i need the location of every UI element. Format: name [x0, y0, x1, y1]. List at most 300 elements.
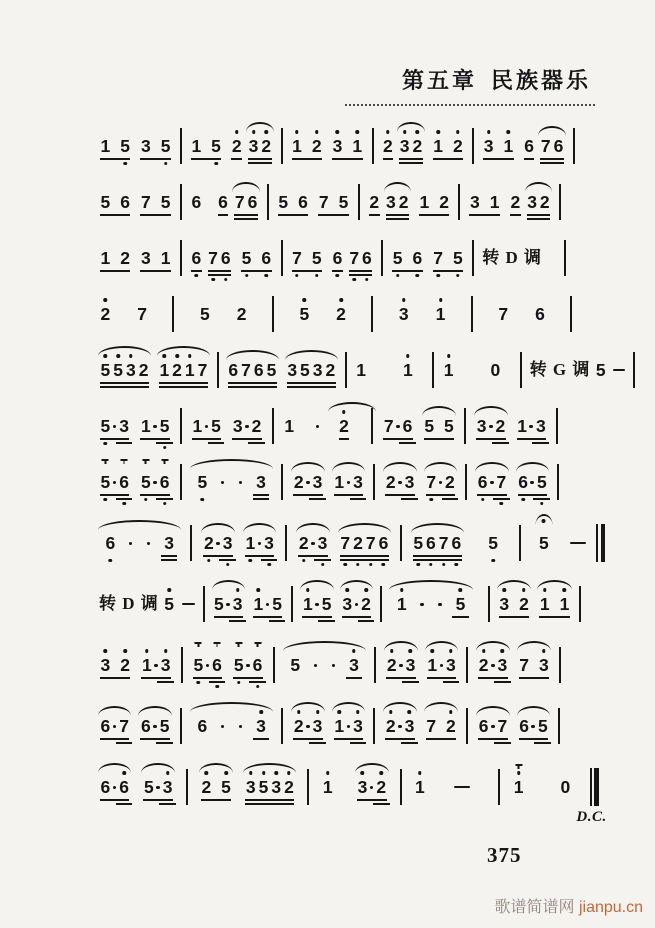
octave-dot-below	[197, 681, 201, 685]
note-cluster	[335, 304, 348, 324]
digit-glyph: 2	[120, 655, 130, 675]
barline	[579, 586, 581, 622]
final-barline	[576, 768, 607, 825]
digit-glyph: 3	[469, 192, 480, 212]
digit-glyph: 1	[192, 416, 203, 436]
digit-glyph: 1	[517, 416, 527, 436]
digit-glyph: 5	[160, 192, 171, 212]
slur-arc	[291, 462, 324, 472]
note-digit	[99, 416, 112, 436]
note-digit	[414, 777, 427, 797]
tonguing-mark	[102, 459, 109, 464]
note-digit	[139, 416, 152, 436]
note-digit	[171, 360, 184, 380]
digit-glyph: 3	[332, 136, 343, 156]
note-spacer	[253, 248, 260, 268]
digit-glyph: 5	[140, 472, 151, 492]
digit-glyph: 7	[234, 192, 245, 212]
note-digit	[99, 136, 112, 156]
digit-glyph: 2	[336, 304, 346, 324]
digit-glyph: 5	[424, 416, 435, 436]
digit-glyph: 7	[519, 655, 529, 675]
note-cluster	[518, 655, 550, 675]
note-digit	[497, 304, 510, 324]
digit-glyph: 2	[203, 533, 214, 553]
note-digit	[377, 533, 390, 553]
octave-dot-below	[109, 559, 113, 563]
digit-glyph: 2	[172, 360, 182, 380]
note-cluster	[99, 655, 131, 675]
barline	[203, 586, 205, 622]
barline	[180, 184, 182, 220]
slur-arc	[474, 406, 507, 416]
dash-note	[570, 542, 586, 545]
note-digit	[518, 655, 531, 675]
digit-glyph: 1	[435, 304, 446, 324]
digit-glyph: 3	[232, 594, 243, 614]
digit-glyph: 1	[100, 248, 111, 268]
note-digit	[283, 777, 296, 797]
note-digit	[361, 248, 374, 268]
octave-dot-above	[315, 130, 319, 134]
note-digit	[338, 416, 351, 436]
note-cluster	[594, 360, 607, 380]
digit-glyph: 5	[299, 304, 310, 324]
digit-glyph: 5	[100, 472, 111, 492]
note-cluster	[217, 192, 230, 212]
barline	[573, 128, 575, 164]
octave-dot-above	[326, 771, 330, 775]
digit-glyph: 5	[537, 716, 548, 736]
note-digit	[333, 472, 346, 492]
note-digit	[451, 136, 464, 156]
note-digit	[161, 777, 174, 797]
barline	[373, 464, 375, 500]
barline	[180, 240, 182, 276]
slur-arc	[384, 641, 417, 651]
note-digit	[384, 472, 397, 492]
note-digit	[496, 716, 509, 736]
note-digit	[163, 594, 176, 614]
digit-glyph: 3	[405, 655, 416, 675]
note-digit	[99, 472, 112, 492]
barline	[559, 647, 561, 683]
note-digit	[443, 416, 456, 436]
note-cluster	[139, 248, 171, 268]
note-digit	[219, 248, 232, 268]
note-cluster	[163, 594, 176, 614]
note-cluster	[512, 777, 525, 797]
note-cluster	[382, 416, 413, 436]
digit-glyph: 5	[241, 248, 252, 268]
digit-glyph: 2	[138, 360, 149, 380]
slur-arc	[332, 462, 365, 472]
note-cluster	[487, 533, 500, 553]
octave-dot-above	[447, 354, 451, 358]
note-digit	[99, 716, 112, 736]
digit-glyph: 2	[412, 136, 423, 156]
note-cluster	[283, 416, 296, 436]
slur-arc	[424, 702, 458, 712]
octave-dot-below	[356, 563, 360, 567]
digit-glyph: 3	[357, 777, 368, 797]
note-digit	[240, 248, 253, 268]
note-digit	[404, 655, 417, 675]
note-digit	[260, 248, 273, 268]
note-cluster	[418, 192, 450, 212]
note-cluster	[301, 594, 332, 614]
note-digit	[196, 716, 209, 736]
octave-dot-below	[500, 502, 504, 506]
note-digit	[119, 655, 132, 675]
digit-glyph: 2	[439, 192, 449, 212]
barline	[172, 296, 174, 332]
digit-glyph: 3	[404, 716, 415, 736]
note-spacer	[303, 248, 310, 268]
digit-glyph: 3	[499, 594, 510, 614]
watermark	[494, 894, 643, 917]
key-change-text: 转 D 调	[482, 248, 542, 267]
note-digit	[211, 655, 224, 675]
note-digit	[277, 192, 290, 212]
note-cluster	[244, 777, 295, 797]
digit-glyph: 3	[386, 192, 396, 212]
barline	[371, 296, 373, 332]
digit-glyph: 7	[241, 360, 251, 380]
note-digit	[190, 248, 203, 268]
note-cluster	[99, 777, 130, 797]
note-cluster	[526, 192, 551, 212]
note-digit	[200, 777, 213, 797]
dash-note	[454, 786, 470, 789]
octave-dot-above	[104, 649, 108, 653]
note-cluster	[191, 472, 272, 492]
note-digit	[124, 360, 137, 380]
octave-dot-below	[416, 563, 420, 567]
slur-arc	[157, 346, 210, 356]
score-line	[99, 304, 585, 324]
note-cluster	[230, 136, 243, 156]
digit-glyph: 1	[334, 472, 345, 492]
slur-arc	[476, 706, 509, 716]
digit-glyph: 2	[385, 716, 396, 736]
note-cluster	[384, 472, 415, 492]
note-digit	[382, 416, 395, 436]
octave-dot-below	[343, 563, 347, 567]
digit-glyph: 6	[119, 777, 129, 797]
note-digit	[352, 533, 365, 553]
tonguing-mark	[214, 642, 221, 647]
note-digit	[257, 777, 270, 797]
barline	[374, 647, 376, 683]
digit-glyph: 5	[164, 594, 175, 614]
slur-arc	[300, 580, 333, 590]
watermark-domain: jianpu.cn	[578, 899, 643, 916]
digit-glyph: 5	[113, 360, 123, 380]
note-digit	[139, 136, 152, 156]
octave-dot-above	[336, 130, 340, 134]
barline	[272, 408, 274, 444]
digit-glyph: 2	[452, 136, 463, 156]
barline	[180, 464, 182, 500]
digit-glyph: 1	[489, 192, 500, 212]
note-digit	[301, 594, 314, 614]
digit-glyph: 5	[311, 248, 322, 268]
octave-dot-below	[122, 502, 126, 506]
octave-dot-below	[256, 685, 260, 689]
note-digit	[437, 533, 450, 553]
digit-glyph: 6	[218, 192, 228, 212]
note-cluster	[291, 136, 323, 156]
slur-arc	[190, 459, 273, 469]
digit-glyph: 7	[426, 716, 437, 736]
note-digit	[539, 136, 552, 156]
slur-arc	[538, 126, 565, 136]
note-digit	[297, 533, 310, 553]
note-digit	[119, 136, 132, 156]
note-cluster	[99, 472, 130, 492]
note-digit	[255, 716, 268, 736]
augmentation-dot	[315, 416, 321, 436]
note-digit	[352, 716, 365, 736]
digit-glyph: 3	[264, 533, 274, 553]
tonguing-mark	[254, 642, 261, 647]
digit-glyph: 6	[412, 248, 423, 268]
note-digit	[142, 777, 155, 797]
note-digit	[233, 192, 246, 212]
barline	[180, 408, 182, 444]
digit-glyph: 5	[278, 192, 289, 212]
digit-glyph: 1	[415, 777, 425, 797]
digit-glyph: 3	[100, 655, 111, 675]
note-digit	[291, 248, 304, 268]
digit-glyph: 3	[162, 777, 173, 797]
note-digit	[139, 248, 152, 268]
key-change-text: 转 G 调	[529, 360, 591, 379]
slur-arc	[537, 580, 571, 590]
digit-glyph: 2	[339, 416, 349, 436]
barline	[472, 240, 474, 276]
barline	[345, 352, 347, 388]
barline	[371, 408, 373, 444]
note-digit	[552, 136, 565, 156]
slur-arc	[338, 523, 391, 533]
note-cluster	[192, 655, 223, 675]
digit-glyph: 5	[321, 594, 332, 614]
digit-glyph: 2	[231, 136, 242, 156]
digit-glyph: 3	[140, 248, 151, 268]
note-cluster	[136, 304, 149, 324]
octave-dot-above	[257, 588, 261, 592]
chapter-title: 民族器乐	[490, 68, 591, 93]
slur-arc	[425, 641, 458, 651]
fermata-icon	[535, 514, 552, 525]
octave-dot-below	[455, 563, 459, 567]
note-cluster	[331, 248, 344, 268]
note-digit	[403, 716, 416, 736]
digit-glyph: 2	[385, 472, 396, 492]
note-cluster	[284, 655, 365, 675]
note-digit	[432, 248, 445, 268]
note-digit	[538, 192, 551, 212]
octave-dot-below	[302, 559, 306, 563]
note-digit	[468, 192, 481, 212]
note-digit	[382, 136, 395, 156]
note-digit	[352, 472, 365, 492]
note-digit	[339, 533, 352, 553]
note-spacer	[404, 248, 411, 268]
digit-glyph: 6	[228, 360, 239, 380]
barline	[281, 240, 283, 276]
slur-arc	[212, 580, 245, 590]
digit-glyph: 1	[322, 777, 333, 797]
note-cluster	[99, 304, 112, 324]
note-digit	[534, 416, 547, 436]
note-digit	[477, 716, 490, 736]
digit-glyph: 2	[376, 777, 387, 797]
octave-dot-above	[487, 130, 491, 134]
note-spacer	[290, 192, 297, 212]
note-digit	[158, 716, 171, 736]
barline	[372, 128, 374, 164]
note-digit	[411, 248, 424, 268]
note-digit	[426, 655, 439, 675]
barline	[556, 408, 558, 444]
note-cluster	[232, 655, 263, 675]
augmentation-dot	[238, 472, 244, 492]
note-cluster	[99, 533, 180, 553]
slur-arc	[296, 523, 329, 533]
digit-glyph: 1	[100, 136, 111, 156]
note-digit	[158, 360, 171, 380]
note-cluster	[398, 136, 423, 156]
digit-glyph: 3	[312, 716, 323, 736]
note-cluster	[391, 248, 423, 268]
note-cluster	[356, 777, 387, 797]
note-digit	[488, 192, 501, 212]
note-digit	[518, 716, 531, 736]
slur-arc	[243, 763, 296, 773]
slur-arc	[138, 706, 171, 716]
note-digit	[291, 136, 304, 156]
barline	[488, 586, 490, 622]
octave-dot-below	[144, 498, 148, 502]
octave-dot-below	[249, 559, 253, 563]
digit-glyph: 1	[356, 360, 366, 380]
slur-arc	[332, 702, 365, 712]
note-digit	[292, 472, 305, 492]
slur-arc	[517, 706, 550, 716]
note-digit	[489, 360, 502, 380]
octave-dot-above	[456, 130, 460, 134]
note-digit	[559, 777, 572, 797]
note-digit	[158, 472, 171, 492]
octave-dot-below	[481, 498, 485, 502]
digit-glyph: 5	[100, 192, 111, 212]
note-digit	[395, 594, 408, 614]
barline	[472, 128, 474, 164]
slur-arc	[232, 182, 259, 192]
digit-glyph: 0	[490, 360, 501, 380]
digit-glyph: 6	[519, 716, 529, 736]
note-digit	[418, 192, 431, 212]
digit-glyph: 5	[199, 304, 210, 324]
note-digit	[482, 136, 495, 156]
note-cluster	[200, 777, 232, 797]
note-digit	[331, 136, 344, 156]
digit-glyph: 2	[478, 655, 489, 675]
key-change-text: 转 D 调	[99, 594, 159, 613]
note-digit	[240, 360, 253, 380]
note-digit	[445, 655, 458, 675]
final-barline-thin	[596, 524, 598, 562]
digit-glyph: 5	[159, 416, 170, 436]
digit-glyph: 5	[159, 716, 170, 736]
digit-glyph: 1	[184, 360, 195, 380]
note-cluster	[235, 304, 248, 324]
note-digit	[425, 533, 438, 553]
note-cluster	[99, 360, 150, 380]
barline	[285, 525, 287, 561]
slur-arc	[384, 182, 411, 192]
digit-glyph: 1	[559, 594, 570, 614]
note-digit	[210, 136, 223, 156]
note-digit	[137, 360, 150, 380]
digit-glyph: 6	[100, 716, 111, 736]
note-digit	[397, 192, 410, 212]
slur-arc	[517, 641, 551, 651]
octave-dot-below	[104, 442, 108, 446]
note-digit	[231, 594, 244, 614]
note-spacer	[444, 136, 451, 156]
note-spacer	[438, 716, 445, 736]
watermark-site-name: 歌谱简谱网	[494, 899, 575, 916]
octave-dot-below	[336, 274, 340, 278]
digit-glyph: 5	[392, 248, 403, 268]
note-cluster	[99, 416, 130, 436]
score-line	[99, 533, 585, 553]
octave-dot-above	[295, 130, 299, 134]
note-cluster	[227, 360, 278, 380]
note-digit	[119, 248, 132, 268]
digit-glyph: 7	[349, 248, 360, 268]
note-digit	[401, 416, 414, 436]
note-spacer	[203, 136, 210, 156]
digit-glyph: 3	[312, 360, 323, 380]
barline	[190, 525, 192, 561]
digit-glyph: 5	[100, 416, 111, 436]
digit-glyph: 1	[396, 594, 407, 614]
note-cluster	[233, 192, 258, 212]
note-spacer	[112, 655, 119, 675]
note-cluster	[286, 360, 337, 380]
note-cluster	[207, 248, 232, 268]
note-cluster	[198, 304, 211, 324]
digit-glyph: 6	[261, 248, 272, 268]
digit-glyph: 7	[140, 192, 151, 212]
octave-dot-above	[235, 130, 239, 134]
barline	[307, 769, 309, 805]
digit-glyph: 7	[137, 304, 147, 324]
note-cluster	[516, 416, 547, 436]
digit-glyph: 5	[338, 192, 349, 212]
note-digit	[316, 533, 329, 553]
digit-glyph: 5	[143, 777, 154, 797]
barline	[466, 708, 468, 744]
digit-glyph: 3	[140, 136, 151, 156]
note-cluster	[331, 136, 363, 156]
digit-glyph: 7	[498, 304, 509, 324]
